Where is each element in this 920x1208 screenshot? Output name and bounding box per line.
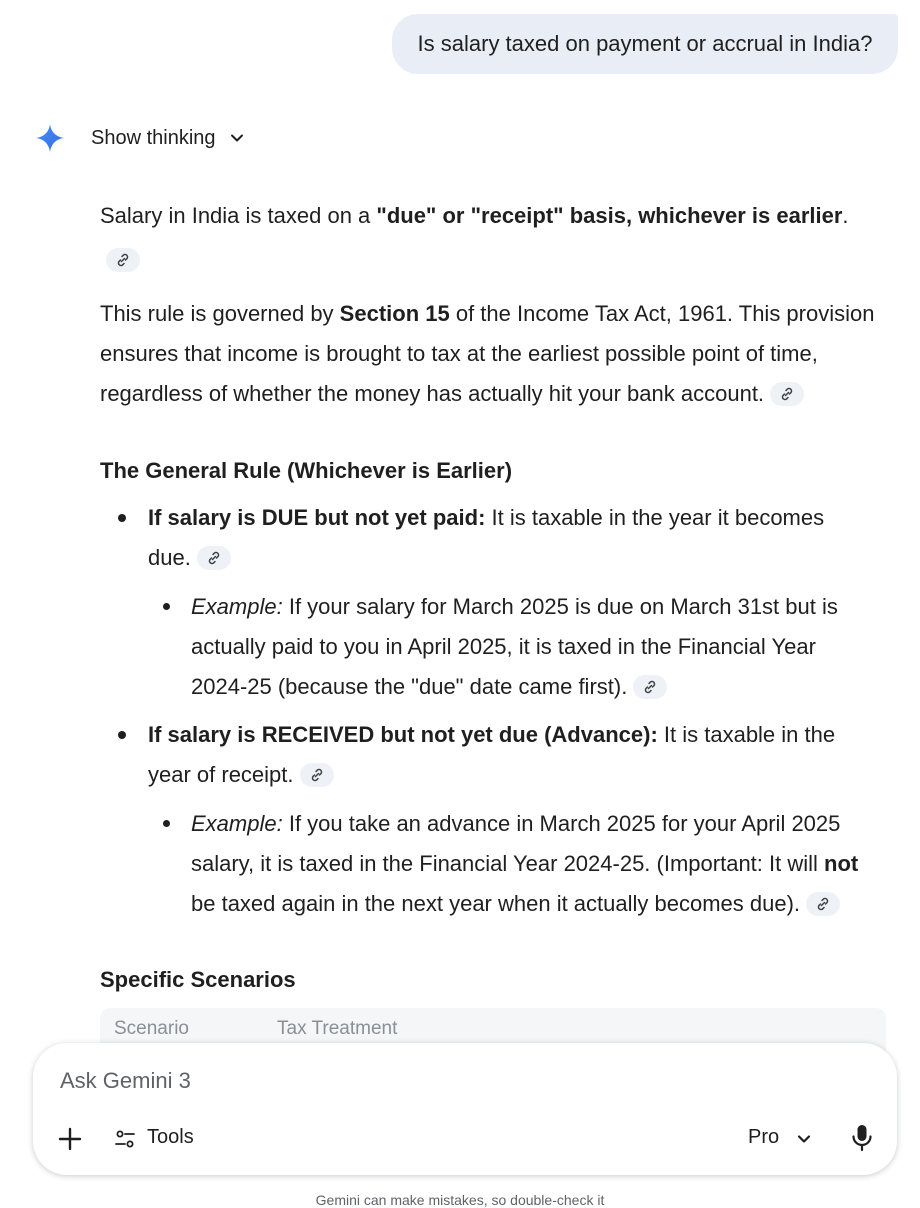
link-icon <box>815 896 831 912</box>
link-icon <box>309 767 325 783</box>
chevron-down-icon <box>228 129 246 147</box>
citation-link-chip[interactable] <box>300 763 334 787</box>
citation-link-chip[interactable] <box>633 675 667 699</box>
bullet-item-received-example: Example: If you take an advance in March 2025 for your April 2025 salary, it is taxed in the Financial Year 2024-25. (Important: It will not be taxed again in the next year when it actually becomes due). <box>191 811 859 916</box>
gemini-sparkle-icon <box>34 122 66 154</box>
disclaimer-footer: Gemini can make mistakes, so double-check it <box>315 1192 605 1208</box>
bullet-item-received: If salary is RECEIVED but not yet due (Advance): It is taxable in the year of receipt. <box>148 722 836 787</box>
section-heading-specific-scenarios: Specific Scenarios <box>100 967 296 992</box>
link-icon <box>206 550 222 566</box>
bullet-item-due: If salary is DUE but not yet paid: It is taxable in the year it becomes due. <box>148 505 825 570</box>
link-icon <box>642 679 658 695</box>
link-icon <box>779 386 795 402</box>
prompt-input[interactable]: Ask Gemini 3 <box>60 1068 191 1093</box>
sub-bullet-dot <box>163 820 170 827</box>
citation-link-chip[interactable] <box>106 248 140 272</box>
citation-row-1 <box>100 240 900 280</box>
microphone-icon[interactable] <box>850 1123 874 1153</box>
show-thinking-toggle[interactable] <box>91 122 246 154</box>
response-paragraph-2: This rule is governed by Section 15 of the Income Tax Act, 1961. This provision ensures that income is brought to tax at the earliest possible point of time, regardless of whether the money has actually hit your bank account. <box>100 301 875 406</box>
chevron-down-icon[interactable] <box>794 1129 814 1149</box>
plus-icon[interactable] <box>57 1126 83 1152</box>
sub-bullet-dot <box>163 603 170 610</box>
bullet-dot <box>118 514 126 522</box>
bullet-dot <box>118 731 126 739</box>
tools-button[interactable]: Tools <box>147 1126 194 1148</box>
bullet-item-due-example: Example: If your salary for March 2025 is due on March 31st but is actually paid to you in April 2025, it is taxed in the Financial Year 2024-25 (because the "due" date came first). <box>191 594 838 699</box>
citation-link-chip[interactable] <box>197 546 231 570</box>
citation-link-chip[interactable] <box>770 382 804 406</box>
show-thinking-label: Show thinking <box>91 126 216 149</box>
prompt-input-box <box>33 1043 897 1175</box>
citation-link-chip[interactable] <box>806 892 840 916</box>
model-selector-button[interactable]: Pro <box>748 1126 780 1148</box>
response-paragraph-1: Salary in India is taxed on a "due" or "receipt" basis, whichever is earlier. <box>100 203 849 228</box>
table-column-header-scenario: Scenario <box>114 1018 189 1039</box>
user-message-bubble <box>392 14 898 74</box>
section-heading-general-rule: The General Rule (Whichever is Earlier) <box>100 458 513 483</box>
link-icon <box>115 252 131 268</box>
table-column-header-tax-treatment: Tax Treatment <box>277 1018 398 1039</box>
user-message-text: Is salary taxed on payment or accrual in India? <box>417 31 873 56</box>
tools-icon[interactable] <box>114 1128 136 1150</box>
